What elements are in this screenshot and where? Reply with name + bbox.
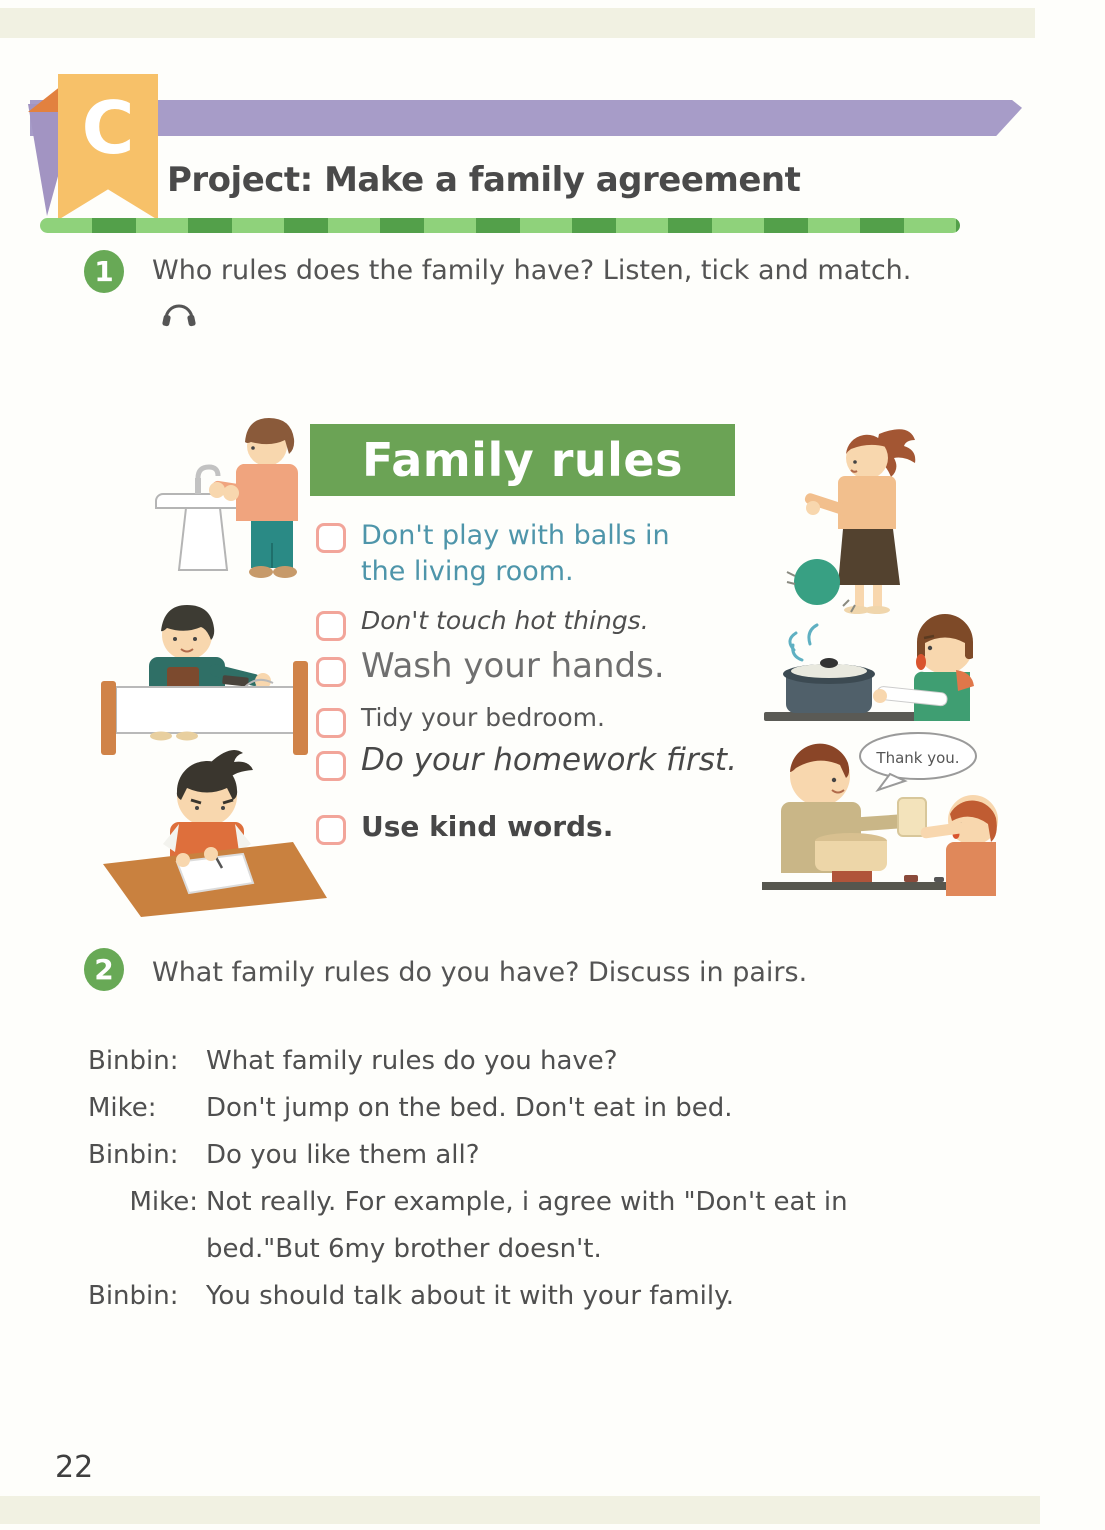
- page-title: Project: Make a family agreement: [167, 160, 801, 200]
- dialogue-text: Do you like them all?: [206, 1140, 480, 1170]
- dialogue-text: What family rules do you have?: [206, 1046, 618, 1076]
- family-rules-header: [310, 424, 735, 496]
- activity1-number-badge: [84, 250, 124, 293]
- illustration-wash-hands: [125, 398, 325, 593]
- title-divider: [40, 218, 960, 233]
- dialogue-text: Don't jump on the bed. Don't eat in bed.: [206, 1093, 733, 1123]
- activity2-number-badge: [84, 948, 124, 991]
- unit-badge-letter: C: [81, 86, 135, 170]
- activity1-instruction: [152, 250, 947, 341]
- illustration-hot-pot: [760, 608, 1005, 733]
- dialogue-text: You should talk about it with your family.: [206, 1281, 735, 1311]
- family-rules-title: Family rules: [361, 433, 683, 487]
- dialogue-speaker: Binbin:: [88, 1046, 179, 1076]
- rule-item: [316, 810, 613, 845]
- rule-text: Don't play with balls in the living room.: [361, 520, 670, 587]
- header-ribbon: [30, 100, 1022, 136]
- illustration-homework: [95, 742, 330, 917]
- rule-text: Wash your hands.: [361, 646, 665, 686]
- dialogue-text: Not really. For example, i agree with "Don't eat in bed."But 6my brother doesn't.: [206, 1187, 848, 1264]
- dialogue-line: [88, 1273, 988, 1320]
- activity1-instruction-text: Who rules does the family have? Listen, tick and match.: [152, 255, 912, 286]
- activity1-number: 1: [94, 255, 114, 288]
- dialogue-line: [88, 1085, 988, 1132]
- dialogue-speaker: Binbin:: [88, 1140, 179, 1170]
- rule-checkbox[interactable]: [316, 611, 346, 641]
- dialogue-speaker: Mike:: [129, 1187, 198, 1217]
- rule-checkbox[interactable]: [316, 708, 346, 738]
- illustration-thank-you: [758, 728, 1013, 913]
- rule-text: Don't touch hot things.: [361, 606, 649, 635]
- dialogue-line: [88, 1132, 988, 1179]
- illustration-make-bed: [95, 595, 320, 765]
- bottom-page-edge-strip: [0, 1496, 1040, 1524]
- dialogue-speaker: Binbin:: [88, 1281, 179, 1311]
- activity2-number: 2: [94, 953, 114, 986]
- rule-item: [316, 518, 676, 589]
- speech-bubble-text: Thank you.: [876, 749, 960, 767]
- headphones-icon: [160, 296, 198, 342]
- page-number: 22: [55, 1450, 94, 1485]
- rule-item: [316, 606, 649, 641]
- activity2-instruction: What family rules do you have? Discuss in pairs.: [152, 957, 808, 988]
- rule-item: [316, 646, 665, 687]
- rule-item: [316, 742, 737, 781]
- dialogue-block: [88, 1038, 988, 1320]
- dialogue-line: [88, 1038, 988, 1085]
- rule-text: Do your homework first.: [361, 742, 737, 778]
- rule-checkbox[interactable]: [316, 657, 346, 687]
- top-page-edge-strip: [0, 8, 1035, 38]
- dialogue-speaker: Mike:: [88, 1093, 157, 1123]
- dialogue-line: [88, 1179, 988, 1273]
- rule-text: Tidy your bedroom.: [361, 703, 605, 732]
- rule-item: [316, 703, 605, 738]
- illustration-ball-girl: [785, 422, 965, 622]
- rule-text: Use kind words.: [361, 810, 614, 843]
